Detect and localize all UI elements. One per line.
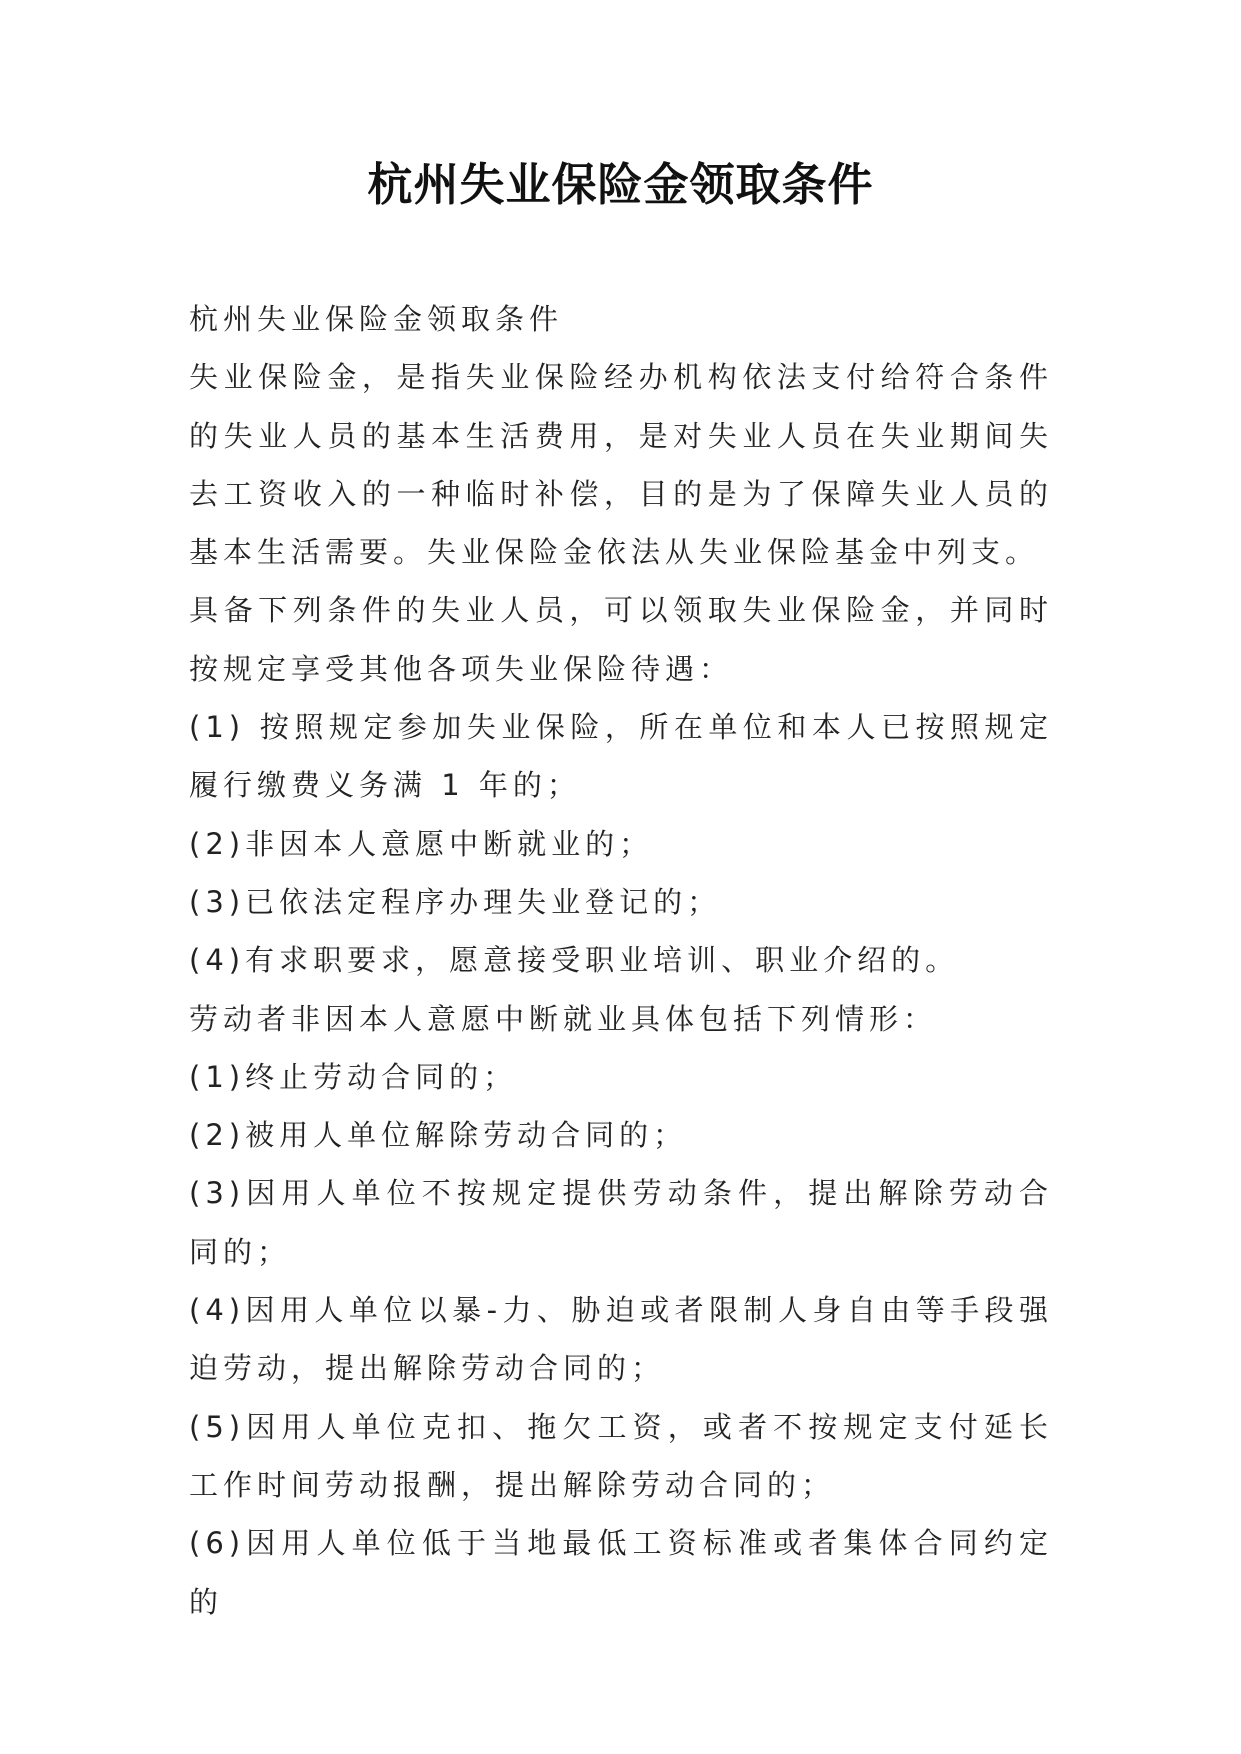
circumstance-item-6: (6)因用人单位低于当地最低工资标准或者集体合同约定的 bbox=[189, 1526, 1053, 1619]
circumstance-item-3: (3)因用人单位不按规定提供劳动条件，提出解除劳动合同的； bbox=[189, 1176, 1053, 1269]
document-body bbox=[189, 290, 1053, 1631]
document-title: 杭州失业保险金领取条件 bbox=[367, 158, 874, 211]
condition-item-4: (4)有求职要求，愿意接受职业培训、职业介绍的。 bbox=[189, 943, 960, 978]
condition-item-1: (1) 按照规定参加失业保险，所在单位和本人已按照规定履行缴费义务满 1 年的； bbox=[189, 710, 1053, 803]
condition-item-3: (3)已依法定程序办理失业登记的； bbox=[189, 884, 722, 919]
circumstance-item-5: (5)因用人单位克扣、拖欠工资，或者不按规定支付延长工作时间劳动报酬，提出解除劳动合同的； bbox=[189, 1409, 1053, 1502]
circumstance-item-1: (1)终止劳动合同的； bbox=[189, 1059, 518, 1094]
paragraph-conditions-intro: 具备下列条件的失业人员，可以领取失业保险金，并同时按规定享受其他各项失业保险待遇： bbox=[189, 593, 1053, 686]
paragraph-definition: 失业保险金，是指失业保险经办机构依法支付给符合条件的失业人员的基本生活费用，是对失业人员在失业期间失去工资收入的一种临时补偿，目的是为了保障失业人员的基本生活需要。失业保险金依法从失业保险基金中列支。 bbox=[189, 360, 1053, 570]
condition-item-2: (2)非因本人意愿中断就业的； bbox=[189, 826, 654, 861]
paragraph-circumstances-intro: 劳动者非因本人意愿中断就业具体包括下列情形： bbox=[189, 1001, 938, 1036]
circumstance-item-2: (2)被用人单位解除劳动合同的； bbox=[189, 1118, 688, 1153]
paragraph-subtitle: 杭州失业保险金领取条件 bbox=[189, 302, 564, 336]
circumstance-item-4: (4)因用人单位以暴-力、胁迫或者限制人身自由等手段强迫劳动，提出解除劳动合同的； bbox=[189, 1293, 1053, 1386]
